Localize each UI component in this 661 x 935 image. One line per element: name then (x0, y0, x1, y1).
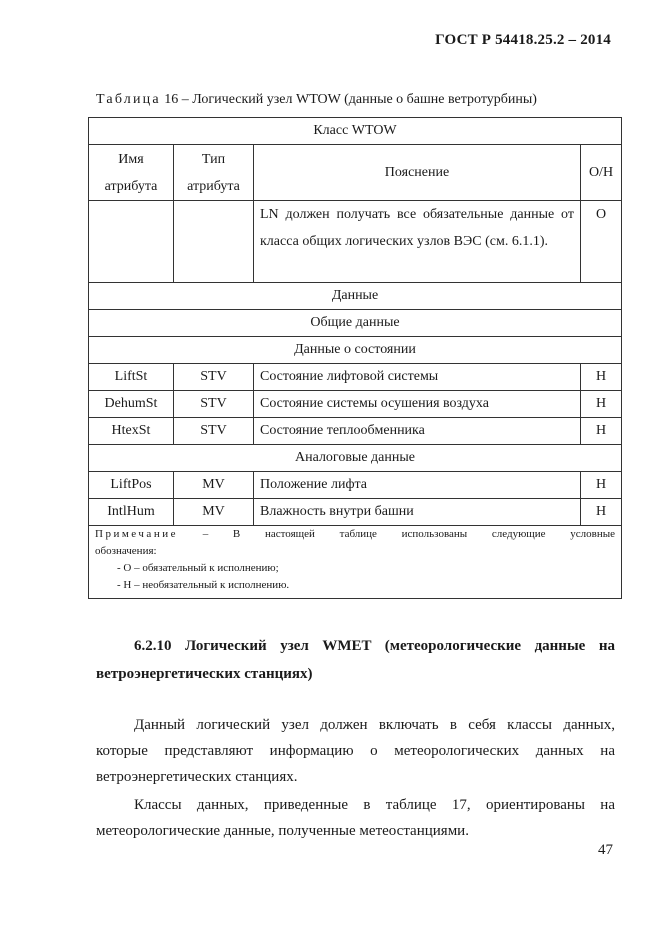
paragraph-2-line2: метеорологические данные, полученные метеостанциями. (96, 823, 469, 839)
note-label: Примечание (95, 528, 178, 540)
attr-type-cell: STV (174, 364, 254, 391)
attr-desc-cell: Состояние системы осушения воздуха (254, 391, 581, 418)
paragraph-1 (96, 712, 615, 790)
note-first-line (95, 526, 615, 543)
wtow-table (88, 117, 622, 599)
attr-name-cell: DehumSt (89, 391, 174, 418)
table-row (89, 364, 622, 391)
section-heading-line2: ветроэнергетических станциях) (96, 666, 313, 682)
note-item-mandatory: - О – обязательный к исполнению; (117, 562, 279, 574)
note-line1-text: – В настоящей таблице использованы следующие условные (177, 528, 615, 540)
section-heading-line1: 6.2.10 Логический узел WMET (метеорологические данные на (134, 638, 615, 654)
document-header: ГОСТ Р 54418.25.2 – 2014 (435, 32, 611, 48)
attr-desc-cell: Состояние теплообменника (254, 418, 581, 445)
class-row (89, 118, 622, 145)
column-header-row (89, 145, 622, 201)
intro-row (89, 201, 622, 283)
note-line2: обозначения: (95, 545, 157, 557)
attr-type-cell: MV (174, 472, 254, 499)
intro-mo-cell: О (581, 201, 622, 283)
attr-mo-cell: Н (581, 499, 622, 526)
column-header-mo: О/Н (581, 145, 622, 201)
note-row (89, 526, 622, 599)
attr-mo-cell: Н (581, 391, 622, 418)
section-status-cell: Данные о состоянии (89, 337, 622, 364)
section-common-cell: Общие данные (89, 310, 622, 337)
section-analog-cell: Аналоговые данные (89, 445, 622, 472)
class-cell: Класс WTOW (89, 118, 622, 145)
column-header-name: Имя атрибута (89, 145, 174, 201)
paragraph-2 (96, 792, 615, 844)
attr-desc-cell: Положение лифта (254, 472, 581, 499)
attr-name-cell: LiftSt (89, 364, 174, 391)
table-row (89, 472, 622, 499)
section-heading (96, 632, 615, 688)
page-number: 47 (598, 842, 613, 858)
attr-name-cell: HtexSt (89, 418, 174, 445)
intro-desc-cell: LN должен получать все обязательные данные от класса общих логических узлов ВЭС (см. 6.1.1). (254, 201, 581, 283)
attr-name-cell: LiftPos (89, 472, 174, 499)
attr-name-cell: IntlHum (89, 499, 174, 526)
paragraph-2-line1: Классы данных, приведенные в таблице 17, ориентированы на (134, 797, 615, 813)
table-caption-text: 16 – Логический узел WTOW (данные о башне ветротурбины) (160, 92, 537, 107)
paragraph-1-line2: которые представляют информацию о метеорологических данных на (96, 743, 615, 759)
attr-desc-cell: Состояние лифтовой системы (254, 364, 581, 391)
attr-mo-cell: Н (581, 472, 622, 499)
attr-desc-cell: Влажность внутри башни (254, 499, 581, 526)
attr-type-cell: MV (174, 499, 254, 526)
intro-name-cell (89, 201, 174, 283)
attr-mo-cell: Н (581, 418, 622, 445)
intro-type-cell (174, 201, 254, 283)
section-row-data (89, 283, 622, 310)
section-data-cell: Данные (89, 283, 622, 310)
table-note (89, 526, 622, 599)
column-header-desc: Пояснение (254, 145, 581, 201)
attr-type-cell: STV (174, 391, 254, 418)
table-row (89, 418, 622, 445)
paragraph-1-line1: Данный логический узел должен включать в себя классы данных, (134, 717, 615, 733)
table-caption (96, 92, 537, 108)
column-header-type: Тип атрибута (174, 145, 254, 201)
table-row (89, 499, 622, 526)
table-caption-prefix: Таблица (96, 92, 161, 107)
attr-type-cell: STV (174, 418, 254, 445)
table-row (89, 391, 622, 418)
paragraph-1-line3: ветроэнергетических станциях. (96, 769, 298, 785)
attr-mo-cell: Н (581, 364, 622, 391)
note-item-optional: - Н – необязательный к исполнению. (117, 579, 290, 591)
section-row-common (89, 310, 622, 337)
section-row-status (89, 337, 622, 364)
section-row-analog (89, 445, 622, 472)
